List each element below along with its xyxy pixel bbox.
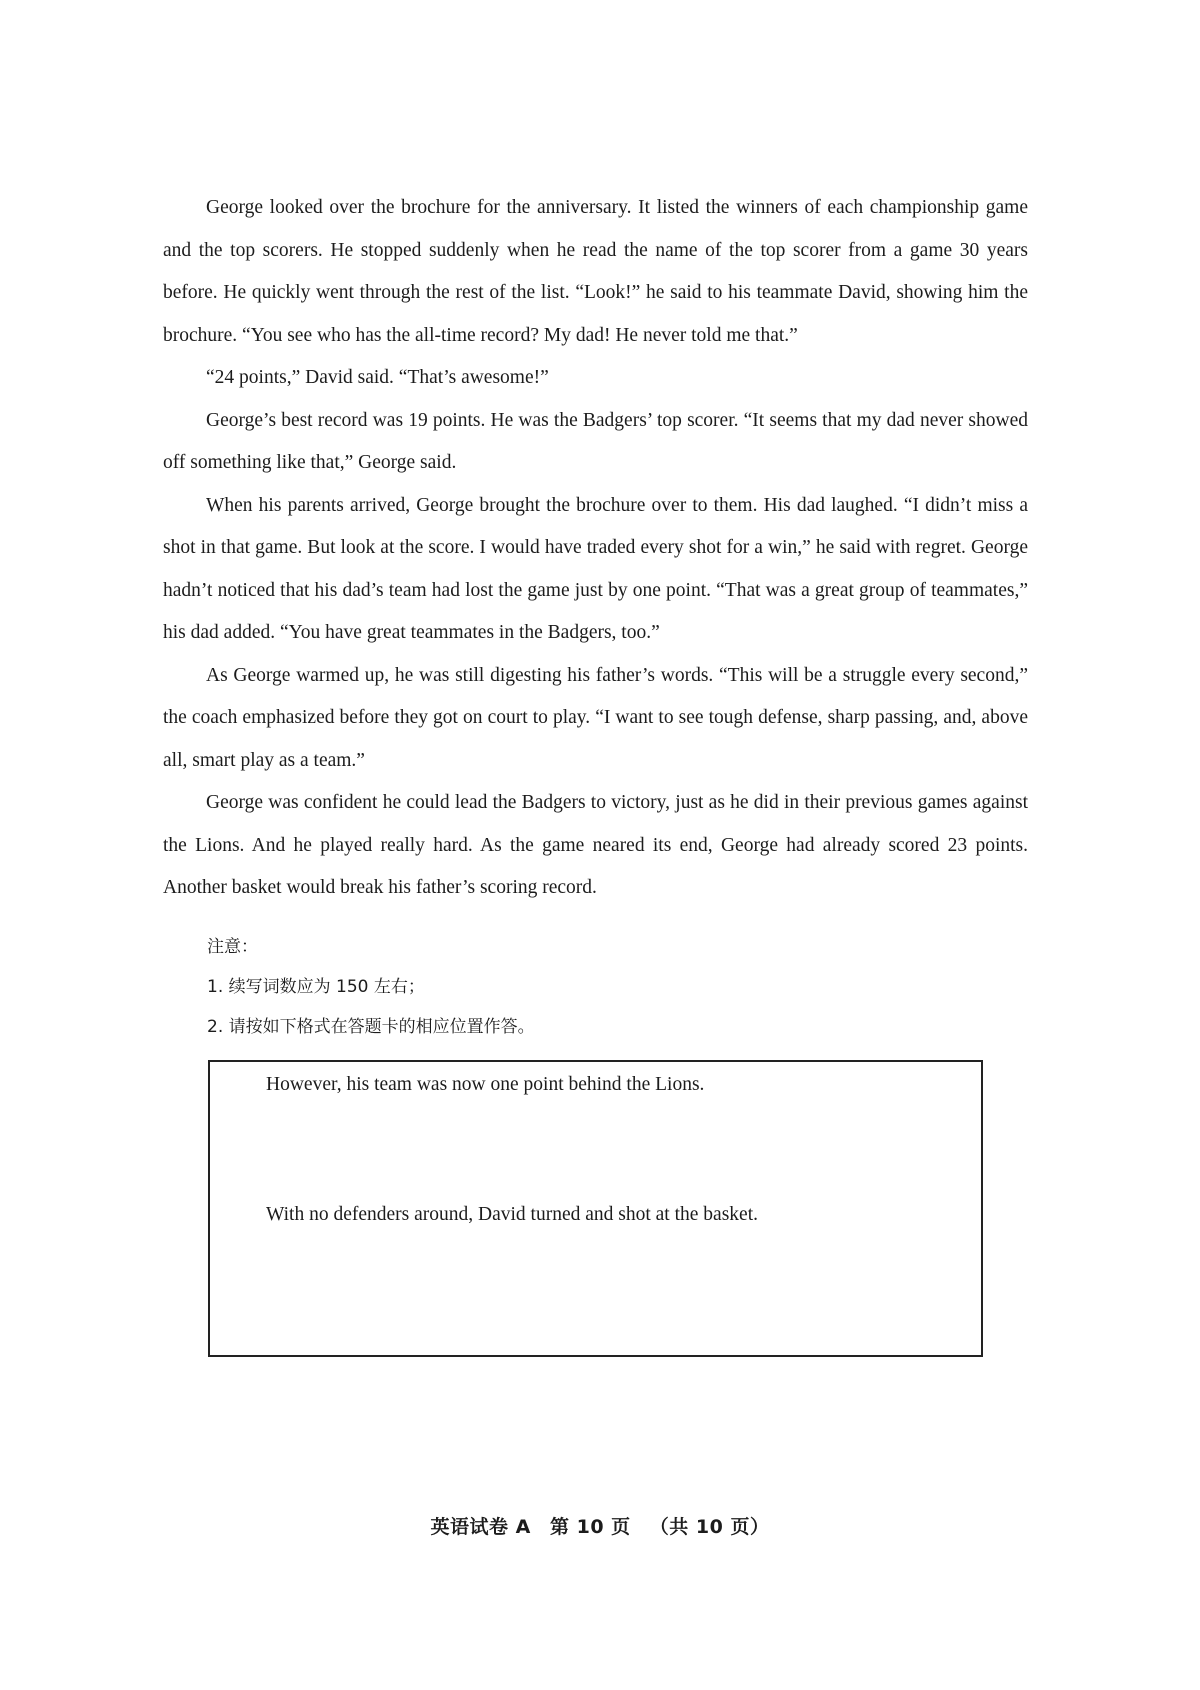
passage-paragraph: “24 points,” David said. “That’s awesome!” [206, 367, 549, 388]
continuation-prompt-2: With no defenders around, David turned and shot at the basket. [266, 1204, 758, 1225]
answer-format-box [208, 1060, 983, 1357]
notes-title: 注意： [207, 937, 258, 957]
passage-paragraph: George was confident he could lead the Badgers to victory, just as he did in their previous games against the Lions. And he played really hard. As the game neared its end, George had already scored 23 points. Another basket would break his father’s scoring record. [163, 792, 1028, 898]
footer-paper-name: 英语试卷 A [430, 1516, 531, 1538]
continuation-prompt-1: However, his team was now one point behind the Lions. [266, 1074, 705, 1095]
passage-paragraph: George’s best record was 19 points. He was the Badgers’ top scorer. “It seems that my dad never showed off something like that,” George said. [163, 409, 1028, 473]
passage [163, 187, 1028, 910]
notes-section [207, 927, 1007, 1047]
passage-paragraph: When his parents arrived, George brought the brochure over to them. His dad laughed. “I didn’t miss a shot in that game. But look at the score. I would have traded every shot for a win,” he said with regret. George hadn’t noticed that his dad’s team had lost the game just by one point. “That was a great group of teammates,” his dad added. “You have great teammates in the Badgers, too.” [163, 494, 1028, 643]
note-item-answer-format: 2. 请按如下格式在答题卡的相应位置作答。 [207, 1017, 535, 1037]
note-item-word-count: 1. 续写词数应为 150 左右； [207, 977, 425, 997]
passage-paragraph: As George warmed up, he was still digesting his father’s words. “This will be a struggle every second,” the coach emphasized before they got on court to play. “I want to see tough defense, sharp passing, and, above all, smart play as a team.” [163, 664, 1028, 771]
footer-page-number: 第 10 页 [549, 1516, 631, 1538]
passage-paragraph: George looked over the brochure for the anniversary. It listed the winners of each championship game and the top scorers. He stopped suddenly when he read the name of the top scorer from a game 30 years before. He quickly went through the rest of the list. “Look!” he said to his teammate David, showing him the brochure. “You see who has the all-time record? My dad! He never told me that.” [163, 197, 1028, 346]
footer-page-total: （共 10 页） [649, 1516, 770, 1538]
page-footer [0, 1512, 1200, 1539]
